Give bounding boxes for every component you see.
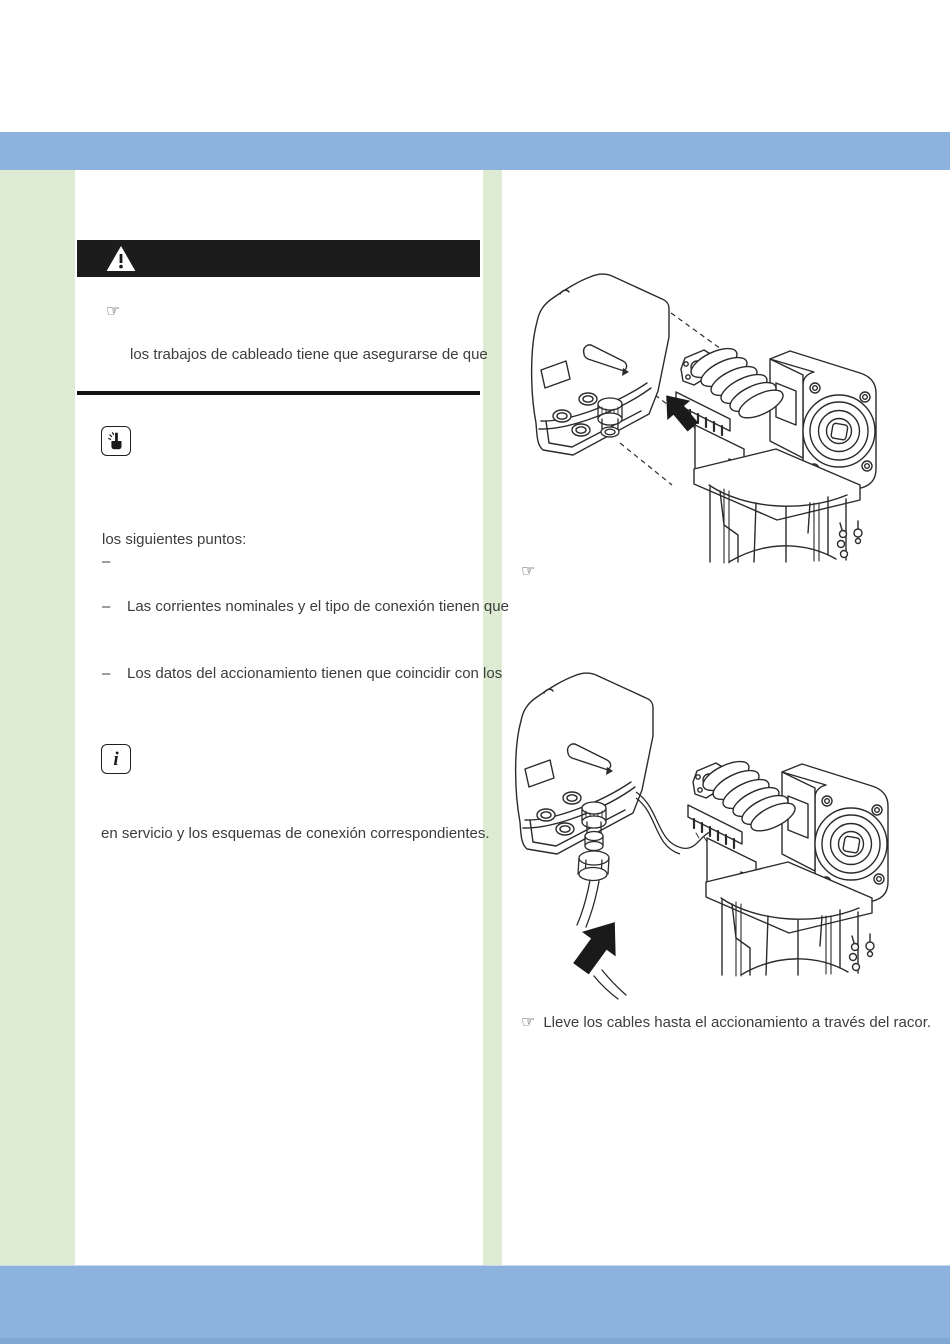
list-dash: – (102, 598, 111, 615)
warning-triangle-icon (106, 245, 136, 273)
figure2-caption (521, 1012, 931, 1031)
note-hand-icon (101, 426, 131, 456)
list-text: Las corrientes nominales y el tipo de conexión tienen que (127, 598, 509, 615)
section-divider-rule (77, 391, 480, 395)
list-dash: – (102, 553, 111, 570)
footer-band (0, 1265, 950, 1344)
list-dash: – (102, 665, 111, 682)
checklist-item (102, 665, 502, 682)
figure2-caption-text: Lleve los cables hasta el accionamiento a través del racor. (543, 1014, 932, 1031)
figure-cable-through-gland (514, 670, 890, 1002)
info-letter: i (113, 748, 119, 770)
info-icon (101, 744, 131, 774)
figure1-pointer-icon: ☞ (521, 561, 536, 580)
checklist-item (102, 553, 127, 570)
info-text-line: en servicio y los esquemas de conexión correspondientes. (101, 825, 490, 842)
left-margin-band (0, 170, 75, 1265)
hand-pointing-up-glyph (105, 430, 127, 452)
warning-text-line: los trabajos de cableado tiene que asegurarse de que (130, 346, 488, 363)
checklist-item (102, 598, 509, 615)
header-band (0, 132, 950, 170)
figure-terminal-box-removal (524, 273, 884, 565)
figure2-pointer-icon: ☞ (521, 1012, 536, 1031)
pointing-hand-icon: ☞ (106, 301, 121, 320)
cable-direction-arrow (564, 910, 632, 981)
list-text: Los datos del accionamiento tienen que coincidir con los (127, 665, 503, 682)
column-divider-band (483, 170, 502, 1265)
warning-header-bar (77, 240, 480, 277)
checklist-intro: los siguientes puntos: (102, 531, 247, 548)
footer-band-edge (0, 1338, 950, 1344)
